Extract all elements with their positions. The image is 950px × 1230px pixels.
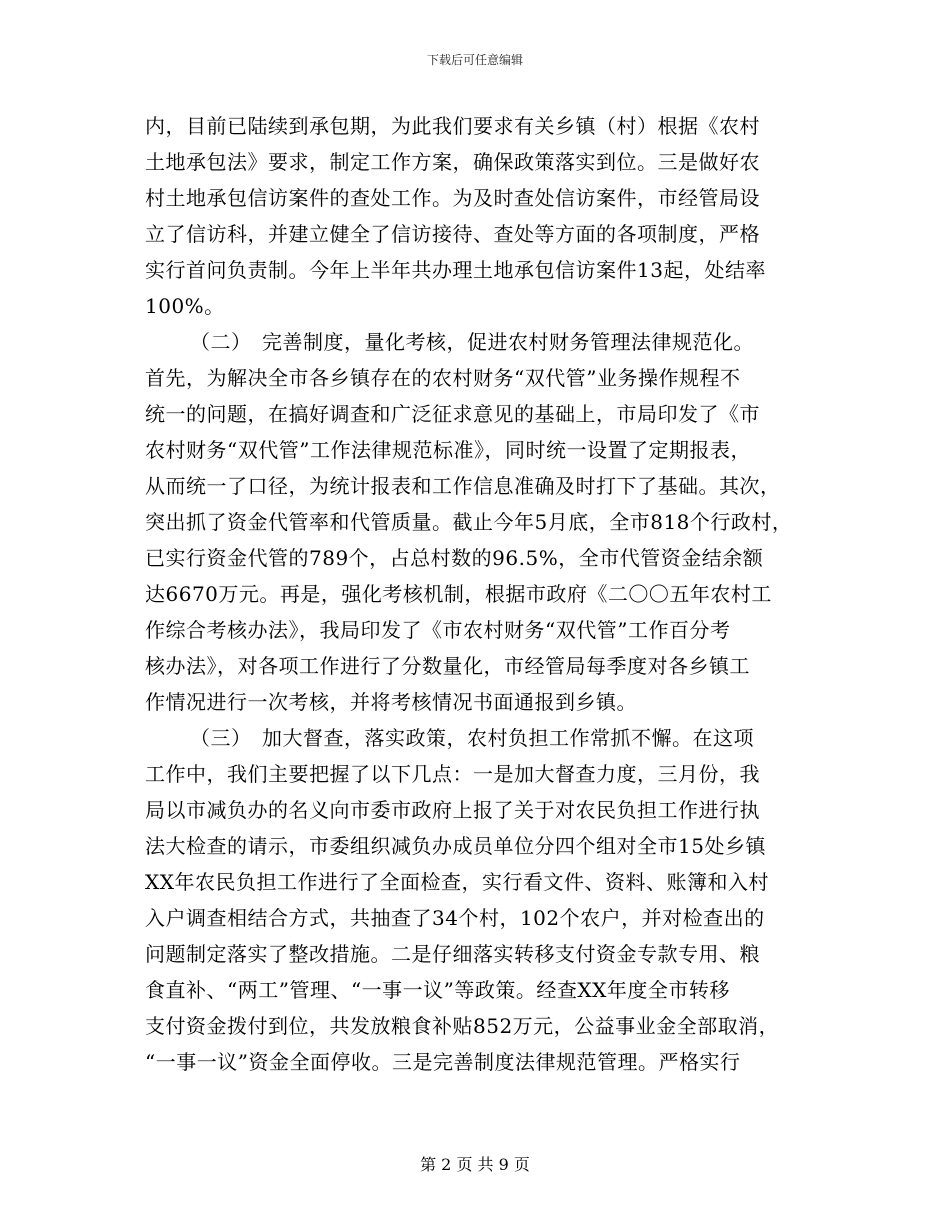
page-number-footer: 第 2 页 共 9 页 xyxy=(420,1155,530,1174)
text-line: 立了信访科，并建立健全了信访接待、查处等方面的各项制度，严格 xyxy=(145,222,760,246)
text-line: XX年农民负担工作进行了全面检查，实行看文件、资料、账簿和入村 xyxy=(145,870,769,894)
text-line: 实行首问负责制。今年上半年共办理土地承包信访案件13起，处结率 xyxy=(145,258,766,282)
text-line: 100%。 xyxy=(145,294,225,318)
text-line: 突出抓了资金代管率和代管质量。截止今年5月底，全市818个行政村， xyxy=(145,510,793,534)
text-line: 核办法》，对各项工作进行了分数量化，市经管局每季度对各乡镇工 xyxy=(145,654,750,678)
text-line: 从而统一了口径，为统计报表和工作信息准确及时打下了基础。其次， xyxy=(145,474,781,498)
section-heading-line: （二） 完善制度，量化考核，促进农村财务管理法律规范化。 xyxy=(190,330,754,354)
text-line: 达6670万元。再是，强化考核机制，根据市政府《二〇〇五年农村工 xyxy=(145,582,772,606)
text-line: 内，目前已陆续到承包期，为此我们要求有关乡镇（村）根据《农村 xyxy=(145,114,760,138)
section-heading-line: （三） 加大督查，落实政策，农村负担工作常抓不懈。在这项 xyxy=(190,726,754,750)
text-line: “一事一议”资金全面停收。三是完善制度法律规范管理。严格实行 xyxy=(145,1050,741,1074)
text-line: 作情况进行一次考核，并将考核情况书面通报到乡镇。 xyxy=(145,690,637,714)
text-line: 入户调查相结合方式，共抽查了34个村，102个农户，并对检查出的 xyxy=(145,906,765,930)
text-line: 问题制定落实了整改措施。二是仔细落实转移支付资金专款专用、粮 xyxy=(145,942,760,966)
text-line: 农村财务“双代管”工作法律规范标准》，同时统一设置了定期报表， xyxy=(145,438,751,462)
text-line: 工作中，我们主要把握了以下几点：一是加大督查力度，三月份，我 xyxy=(145,762,760,786)
text-line: 支付资金拨付到位，共发放粮食补贴852万元，公益事业金全部取消， xyxy=(145,1014,780,1038)
text-line: 作综合考核办法》，我局印发了《市农村财务“双代管”工作百分考 xyxy=(145,618,731,642)
text-line: 食直补、“两工”管理、“一事一议”等政策。经查XX年度全市转移 xyxy=(145,978,730,1002)
text-line: 局以市减负办的名义向市委市政府上报了关于对农民负担工作进行执 xyxy=(145,798,760,822)
text-line: 已实行资金代管的789个，占总村数的96.5%，全市代管资金结余额 xyxy=(145,546,764,570)
text-line: 土地承包法》要求，制定工作方案，确保政策落实到位。三是做好农 xyxy=(145,150,760,174)
text-line: 首先，为解决全市各乡镇存在的农村财务“双代管”业务操作规程不 xyxy=(145,366,741,390)
page-header-note: 下载后可任意编辑 xyxy=(426,53,523,67)
text-line: 法大检查的请示，市委组织减负办成员单位分四个组对全市15处乡镇 xyxy=(145,834,766,858)
text-line: 统一的问题，在搞好调查和广泛征求意见的基础上，市局印发了《市 xyxy=(145,402,760,426)
text-line: 村土地承包信访案件的查处工作。为及时查处信访案件，市经管局设 xyxy=(145,186,760,210)
